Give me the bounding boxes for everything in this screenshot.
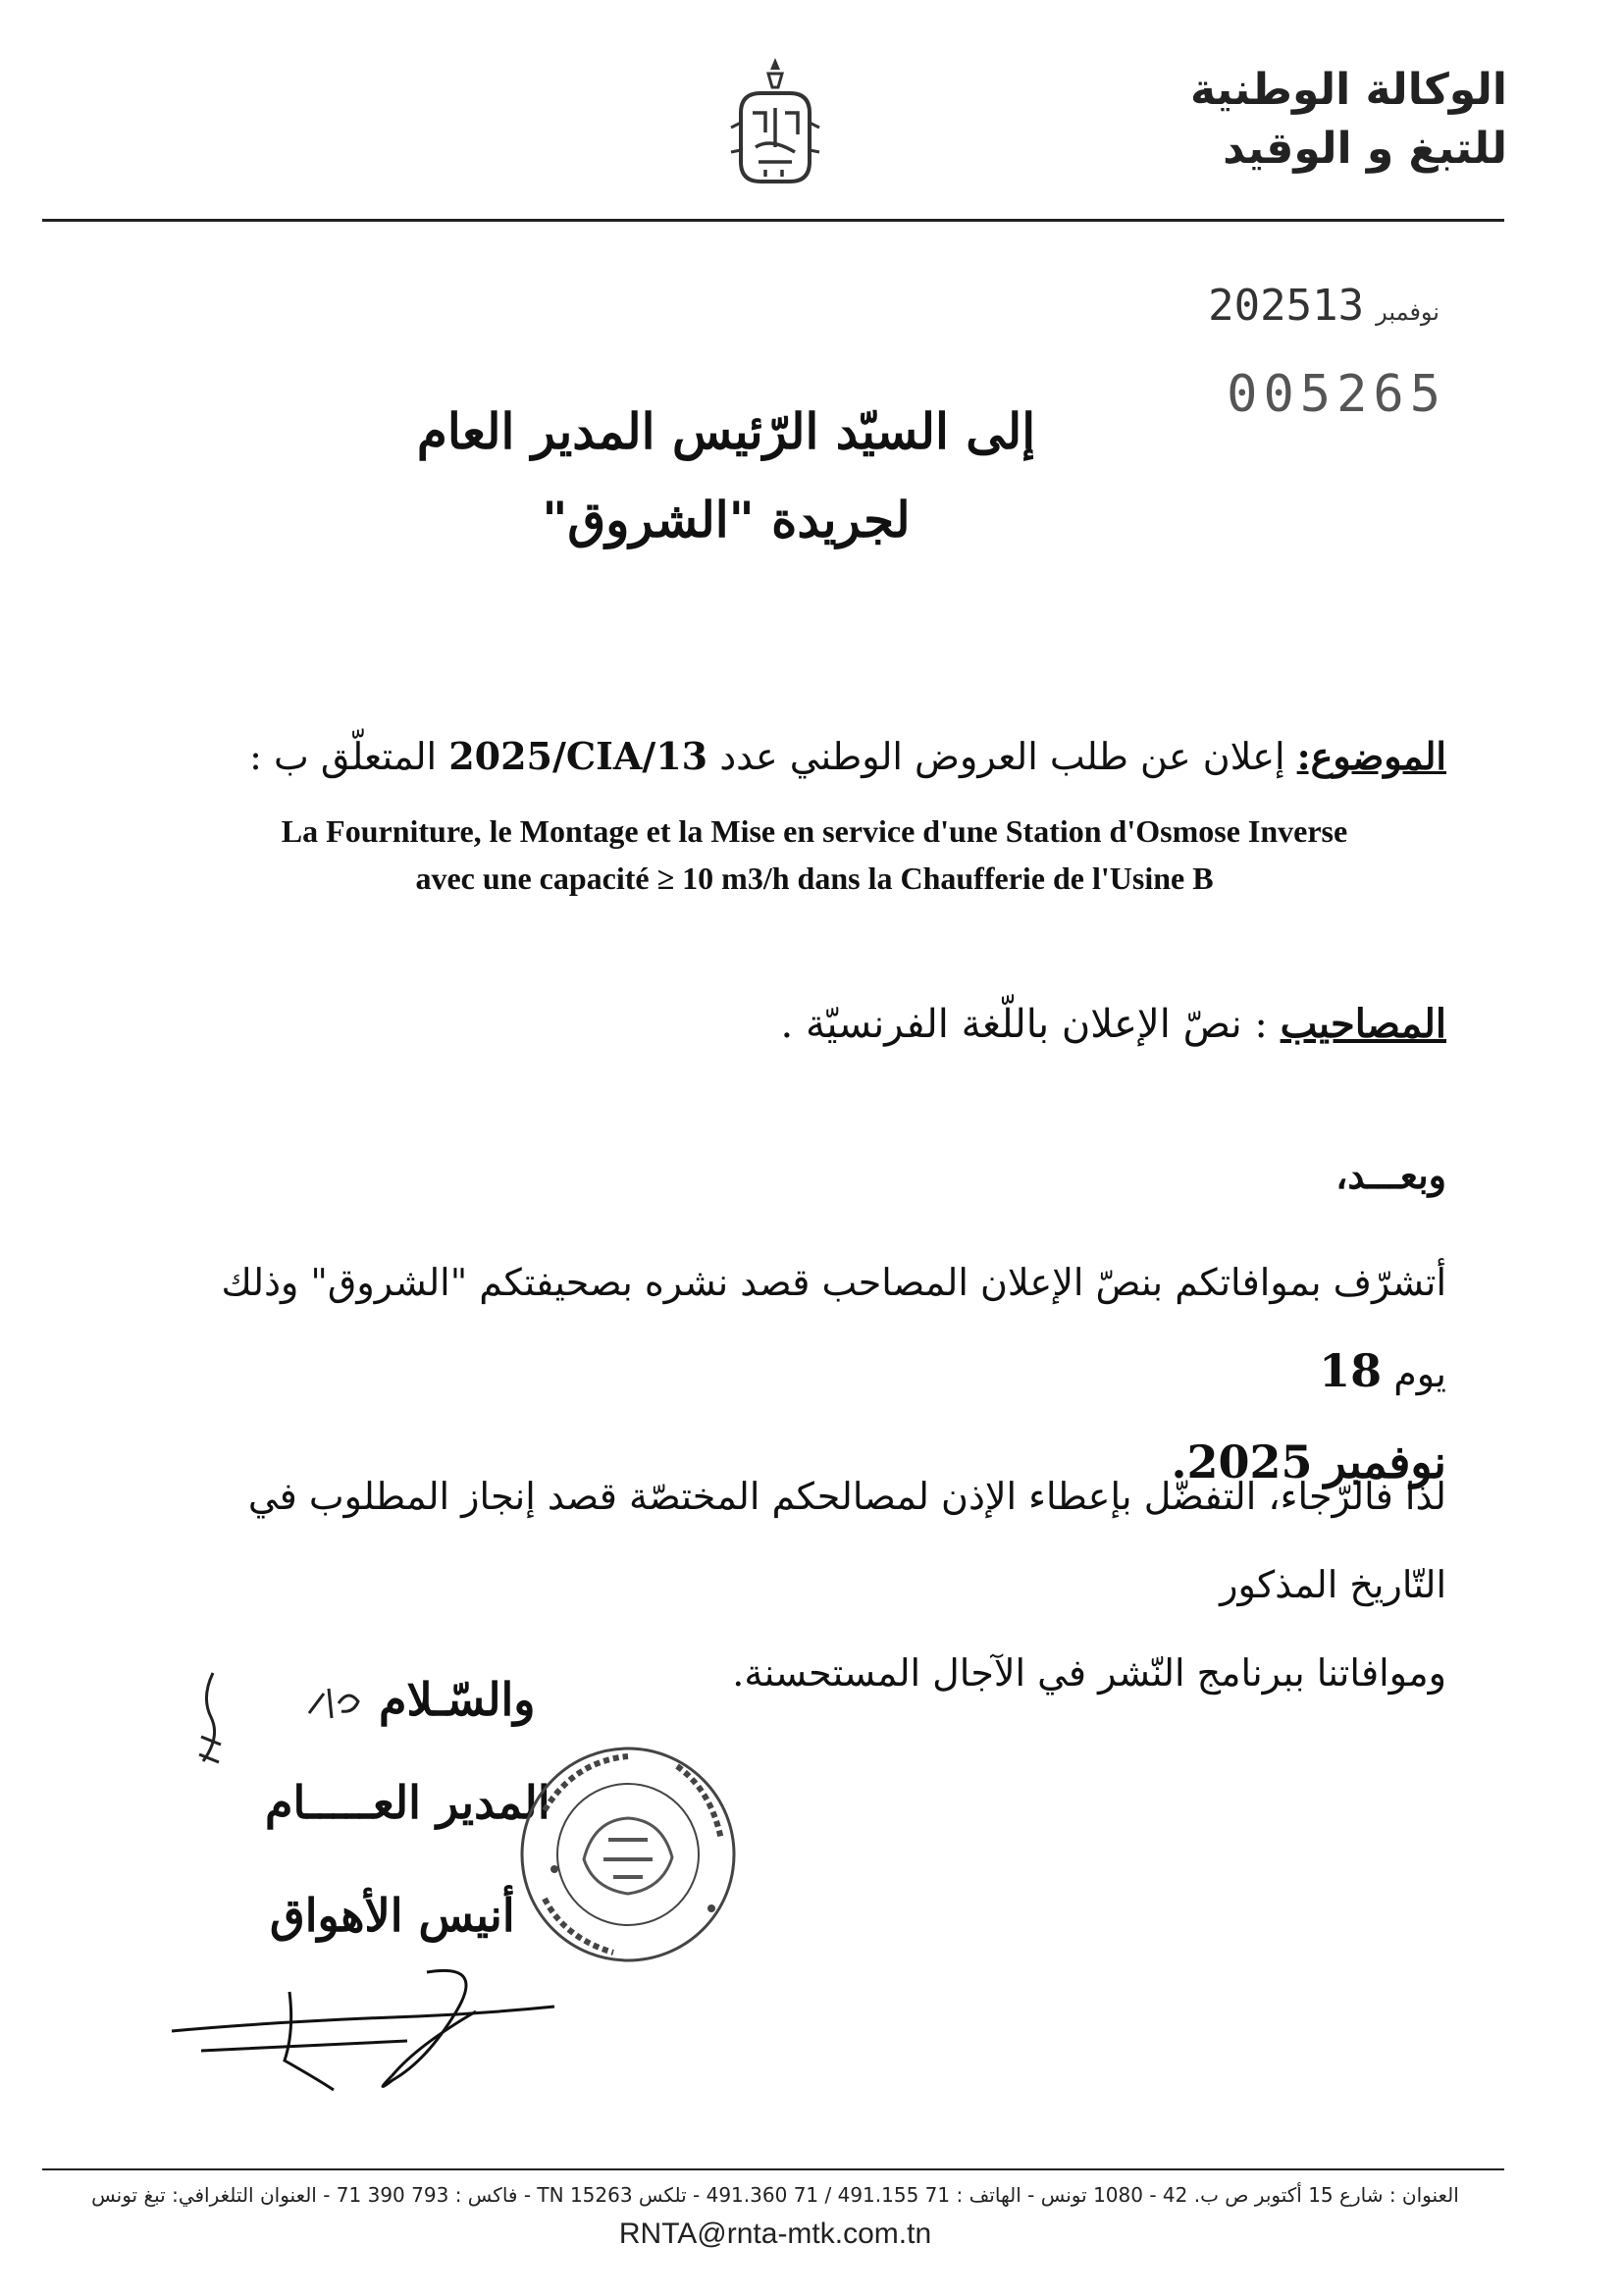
organization-name-line2: للتبغ و الوقيد: [1223, 124, 1507, 174]
subject-line: [171, 734, 1446, 778]
enclosure-label: المصاحيب: [1280, 1001, 1446, 1047]
handwritten-initials-icon: [304, 1684, 363, 1723]
organization-name: [1154, 61, 1507, 179]
paragraph-2-line2: وموافاتنا ببرنامج النّشر في الآجال المستحسنة.: [732, 1651, 1446, 1695]
publication-day: 18: [1319, 1344, 1383, 1397]
greeting: وبعـــد،: [1335, 1153, 1446, 1197]
footer-email: RNTA@rnta-mtk.com.tn: [618, 2218, 932, 2250]
subject-french: [177, 808, 1452, 902]
signatory-title: المدير العـــــام: [265, 1776, 550, 1829]
tender-number: 2025/CIA/13: [448, 734, 708, 778]
paragraph-1-text: أتشرّف بموافاتكم بنصّ الإعلان المصاحب قصد نشره بصحيفتكم "الشروق" وذلك يوم: [221, 1261, 1446, 1395]
official-stamp-icon: [515, 1742, 741, 1967]
subject-french-line1: La Fourniture, le Montage et la Mise en service d'une Station d'Osmose Inverse: [281, 813, 1348, 849]
subject-label: الموضوع:: [1296, 734, 1446, 778]
closing-salutation: [304, 1673, 535, 1726]
date-year: 2025: [1208, 281, 1313, 331]
subject-text-after: المتعلّق ب :: [249, 735, 438, 778]
addressee-line1: إلى السيّد الرّئيس المدير العام: [416, 402, 1036, 460]
footer-divider: [42, 2168, 1504, 2170]
subject-text: إعلان عن طلب العروض الوطني عدد: [719, 735, 1285, 778]
publication-year: 2025.: [1171, 1435, 1313, 1488]
closing-text: والسّـلام: [379, 1673, 536, 1726]
signatory-name: أنيس الأهواق: [270, 1889, 515, 1942]
footer-address: العنوان : شارع 15 أكتوبر ص ب. 42 - 1080 تونس - الهاتف : 71 491.155 / 71 491.360 - تلكس TN 15263 - فاكس : 793 390 71 - العنوان التلغرافي: تبغ تونس: [91, 2183, 1459, 2207]
letter-date: [1208, 281, 1451, 331]
date-month: نوفمبر: [1376, 298, 1440, 326]
organization-name-line1: الوكالة الوطنية: [1189, 65, 1507, 115]
header-divider: [42, 219, 1504, 222]
enclosure-line: [171, 1001, 1446, 1047]
reference-number: 005265: [1227, 365, 1446, 424]
agency-emblem-icon: [721, 54, 829, 191]
subject-french-line2: avec une capacité ≥ 10 m3/h dans la Chaufferie de l'Usine B: [415, 861, 1214, 896]
addressee-line2: لجريدة "الشروق": [542, 491, 911, 548]
publication-month: نوفمبر: [1324, 1435, 1446, 1488]
enclosure-text: : نصّ الإعلان باللّغة الفرنسيّة .: [780, 1002, 1268, 1047]
handwritten-signature: [162, 1953, 574, 2100]
paragraph-2-line1: لذا فالرّجاء، التفضّل بإعطاء الإذن لمصالحكم المختصّة قصد إنجاز المطلوب في التّاريخ المذكور: [247, 1475, 1446, 1606]
date-day: 13: [1312, 281, 1365, 331]
handwritten-margin-mark: [191, 1668, 231, 1776]
